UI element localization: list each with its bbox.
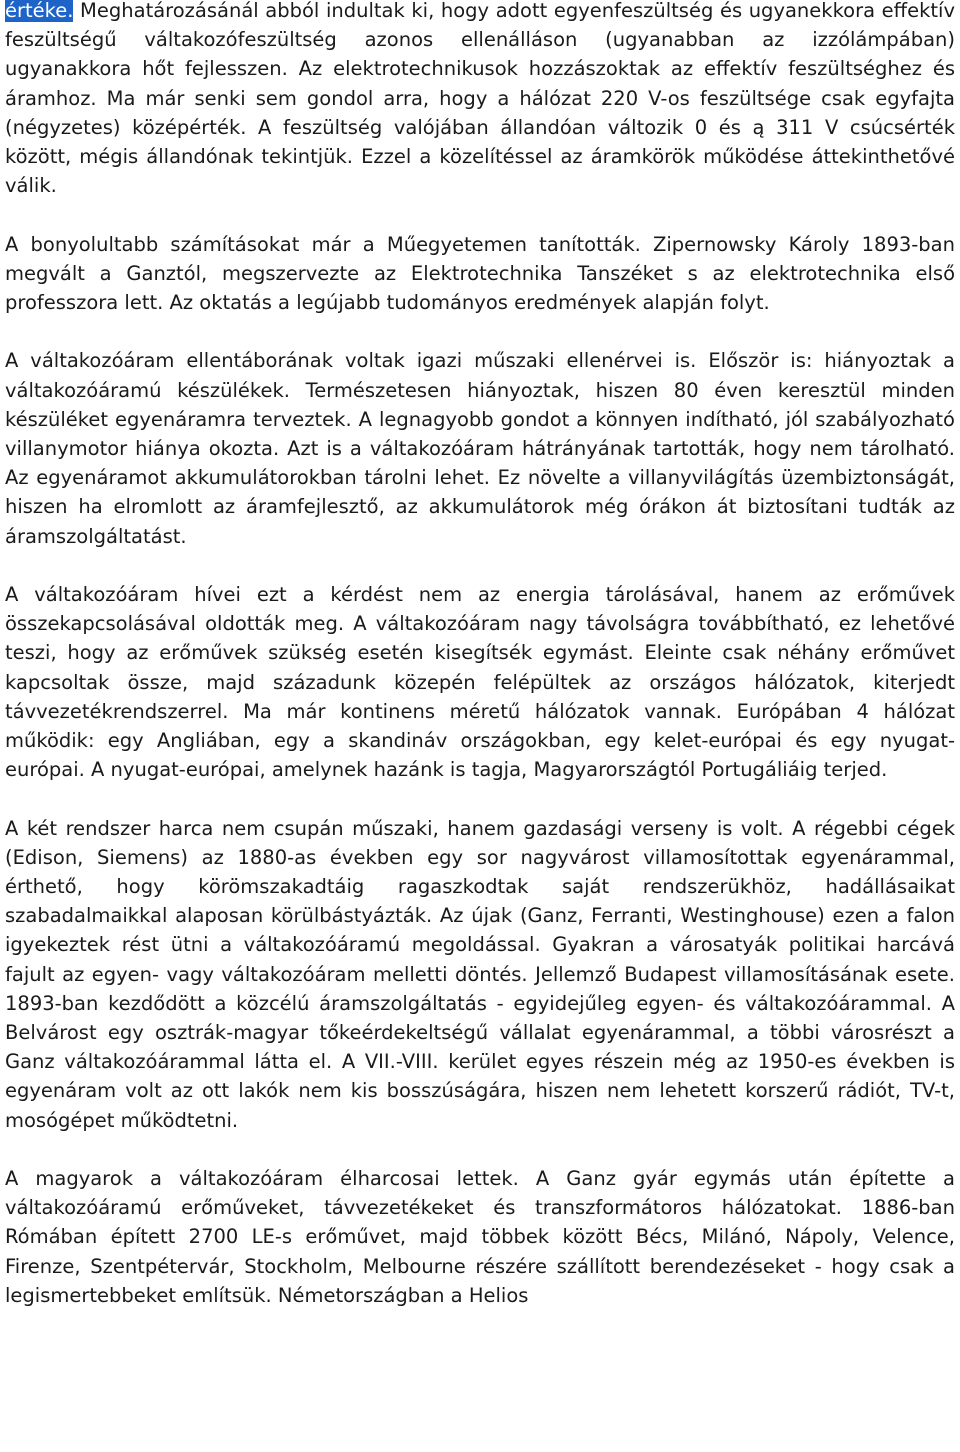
paragraph-text: Meghatározásánál abból indultak ki, hogy adott egyenfeszültség és ugyanekkora effektív feszültségű váltakozófeszültség azonos ellenálláson (ugyanabban az izzólámpában) ugyanakkora hőt fejlesszen. Az elektrotechnikusok hozzászoktak az effektív feszültséghez és áramhoz. Ma már senki sem gondol arra, hogy a hálózat 220 V-os feszültsége csak egyfajta (négyzetes) középérték. A feszültség valójában állandóan változik 0 és ą 311 V csúcsérték között, mégis állandónak tekintjük. Ezzel a közelítéssel az áramkörök működése áttekinthetővé válik.: [5, 0, 955, 198]
paragraph-hungarian-pioneers: [5, 1164, 955, 1310]
paragraph-university-teaching: [5, 230, 955, 318]
paragraph-text: A váltakozóáram hívei ezt a kérdést nem az energia tárolásával, hanem az erőművek összekapcsolásával oldották meg. A váltakozóáram nagy távolságra továbbítható, ez lehetővé teszi, hogy az erőművek szükség esetén kisegítsék egymást. Eleinte csak néhány erőművet kapcsoltak össze, majd századunk közepén felépültek az országos hálózatok, kiterjedt távvezetékrendszerrel. Ma már kontinens méretű hálózatok vannak. Európában 4 hálózat működik: egy Angliában, egy a skandináv országokban, egy kelet-európai és egy nyugat-európai. A nyugat-európai, amelynek hazánk is tagja, Magyarországtól Portugáliáig terjed.: [5, 583, 955, 782]
paragraph-text: A két rendszer harca nem csupán műszaki, hanem gazdasági verseny is volt. A régebbi cégek (Edison, Siemens) az 1880-as években egy sor nagyvárost villamosítottak egyenárammal, érthető, hogy körömszakadtáig ragaszkodtak saját rendszerükhöz, hadállásaikat szabadalmaikkal alaposan körülbástyázták. Az újak (Ganz, Ferranti, Westinghouse) ezen a falon igyekeztek rést ütni a váltakozóáramú megoldással. Gyakran a városatyák politikai harcává fajult az egyen- vagy váltakozóáram melletti döntés. Jellemző Budapest villamosításának esete. 1893-ban kezdődött a közcélú áramszolgáltatás - egyidejűleg egyen- és váltakozóárammal. A Belvárost egy osztrák-magyar tőkeérdekeltségű vállalat egyenárammal, a többi városrészt a Ganz váltakozóárammal látta el. A VII.-VIII. kerület egyes részein még az 1950-es években is egyenáram volt az ott lakók nem kis bosszúságára, hiszen nem lehetett korszerű rádiót, TV-t, mosógépet működtetni.: [5, 816, 955, 1132]
paragraph-text: A magyarok a váltakozóáram élharcosai lettek. A Ganz gyár egymás után építette a váltakozóáramú erőműveket, távvezetékeket és transzformátoros hálózatokat. 1886-ban Rómában épített 2700 LE-s erőművet, majd többek között Bécs, Milánó, Nápoly, Velence, Firenze, Szentpétervár, Stockholm, Melbourne részére szállított berendezéseket - hogy csak a legismertebbeket említsük. Németországban a Helios: [5, 1167, 955, 1307]
paragraph-ac-counterarguments: [5, 346, 955, 550]
document-page: [5, 0, 955, 1339]
paragraph-text: A váltakozóáram ellentáborának voltak igazi műszaki ellenérvei is. Először is: hiányoztak a váltakozóáramú készülékek. Természetesen hiányoztak, hiszen 80 éven keresztül minden készüléket egyenáramra terveztek. A legnagyobb gondot a könnyen indítható, jól szabályozható villanymotor hiánya okozta. Azt is a váltakozóáram hátrányának tartották, hogy nem tárolható. Az egyenáramot akkumulátorokban tárolni lehet. Ez növelte a villanyvilágítás üzembiztonságát, hiszen ha elromlott az áramfejlesztő, az akkumulátorok még órákon át biztosítani tudták az áramszolgáltatást.: [5, 349, 955, 548]
paragraph-power-grid: [5, 580, 955, 784]
selected-text-highlight[interactable]: értéke.: [5, 0, 74, 22]
paragraph-text: A bonyolultabb számításokat már a Műegyetemen tanították. Zipernowsky Károly 1893-ban megvált a Ganztól, megszervezte az Elektrotechnika Tanszéket s az elektrotechnika első professzora lett. Az oktatás a legújabb tudományos eredmények alapján folyt.: [5, 232, 955, 315]
paragraph-effective-voltage: [5, 0, 955, 200]
paragraph-economic-competition: [5, 814, 955, 1135]
